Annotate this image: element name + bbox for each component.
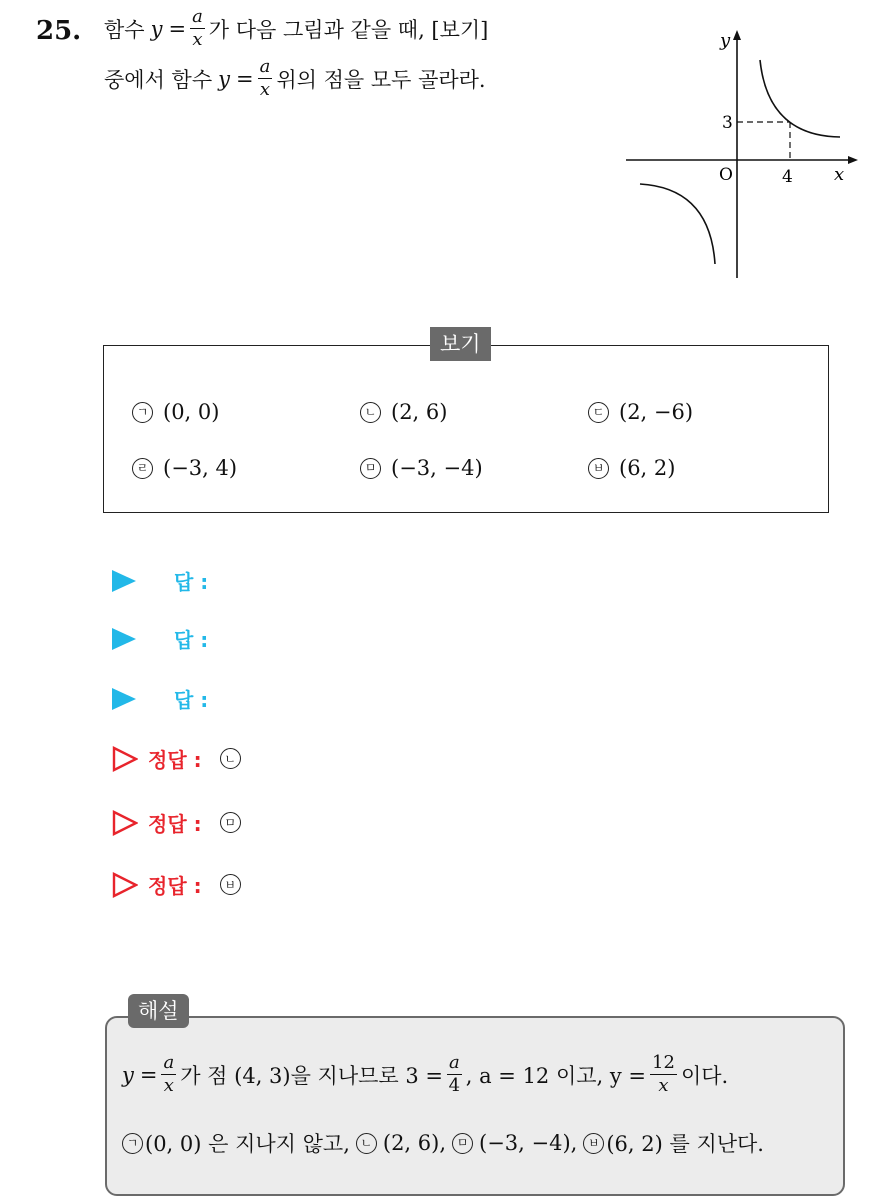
correct-triangle-icon [112,746,138,772]
choice-2-mark: ㄴ [360,402,381,423]
choice-3 [588,400,693,424]
answer-label: 답 : [174,688,209,712]
e2-text-3: (−3, −4), [479,1131,578,1155]
q1-pre: 함수 [104,17,145,42]
origin-label: O [719,165,733,185]
answer-label: 답 : [174,570,209,594]
q1-post: 가 다음 그림과 같을 때, [보기] [208,17,489,42]
e1-den-1: x [163,1075,174,1096]
correct-row-2 [112,808,241,837]
y-axis-arrow [733,30,741,40]
correct-row-1 [112,744,241,773]
choice-5 [360,456,483,480]
question-number: 25. [36,16,82,46]
q2-pre: 중에서 함수 [104,67,213,92]
choice-2 [360,400,447,424]
question-line-2 [104,58,486,99]
choice-6-point: (6, 2) [619,456,676,480]
x-axis-arrow [848,156,858,164]
correct-row-3 [112,870,241,899]
correct-triangle-icon [112,810,138,836]
e1-text-1: 가 점 (4, 3)을 지나므로 3 = [180,1063,444,1088]
choice-2-point: (2, 6) [391,400,448,424]
choice-1-mark: ㄱ [132,402,153,423]
q2-numerator: a [259,56,271,77]
answer-arrow-icon [112,688,136,710]
choice-4-point: (−3, 4) [163,456,238,480]
e2-text-1: (0, 0) 은 지나지 않고, [145,1132,350,1156]
e2-mark-2: ㄴ [356,1133,377,1154]
correct-mark: ㄴ [220,748,241,769]
e1-den-2: 4 [448,1075,461,1096]
choice-6 [588,456,675,480]
q1-fraction [190,8,205,49]
e1-y: y [122,1062,134,1087]
e1-den-3: x [658,1075,669,1096]
correct-value [220,812,241,833]
choice-4 [132,456,237,480]
explanation-line-1 [122,1054,728,1095]
explanation-box [105,1016,845,1196]
q2-eq: = [235,66,254,91]
curve-third-quadrant [640,184,715,264]
e1-fraction-2 [447,1054,462,1095]
y-axis-label: y [720,30,731,51]
q2-post: 위의 점을 모두 골라라. [276,67,486,92]
curve-first-quadrant [760,60,840,137]
bogi-title: 보기 [430,327,491,361]
correct-value [220,874,241,895]
y-mark-label: 3 [722,113,733,133]
e1-text-3: 이다. [680,1063,729,1088]
correct-value [220,748,241,769]
e1-eq: = [139,1062,158,1087]
choice-3-mark: ㄷ [588,402,609,423]
e2-text-2: (2, 6), [382,1131,447,1155]
explanation-title: 해설 [128,994,189,1028]
answer-row-3 [112,684,208,713]
q2-denominator: x [259,79,271,100]
correct-mark: ㅂ [220,874,241,895]
hyperbola-graph [622,26,862,280]
correct-label: 정답 : [148,812,202,836]
answer-row-1 [112,566,208,595]
question-line-1 [104,8,488,49]
choice-3-point: (2, −6) [619,400,694,424]
q1-numerator: a [192,6,203,27]
q2-y: y [218,66,230,91]
x-axis-label: x [834,164,845,185]
e2-mark-3: ㅁ [452,1133,473,1154]
e2-text-4: (6, 2) 를 지난다. [606,1132,764,1156]
e1-num-3: 12 [652,1052,675,1073]
answer-arrow-icon [112,570,136,592]
answer-label: 답 : [174,628,209,652]
choice-4-mark: ㄹ [132,458,153,479]
explanation-line-2 [122,1128,764,1158]
answer-row-2 [112,624,208,653]
e2-mark-4: ㅂ [583,1133,604,1154]
e1-fraction-3 [650,1054,677,1095]
q1-y: y [150,16,163,41]
q1-eq: = [168,16,187,41]
choice-5-mark: ㅁ [360,458,381,479]
answer-arrow-icon [112,628,136,650]
choice-1-point: (0, 0) [163,400,220,424]
e2-mark-1: ㄱ [122,1133,143,1154]
correct-label: 정답 : [148,874,202,898]
e1-num-1: a [163,1052,175,1073]
bogi-box [103,345,829,513]
x-mark-label: 4 [782,167,793,187]
choice-1 [132,400,219,424]
correct-label: 정답 : [148,748,202,772]
choice-6-mark: ㅂ [588,458,609,479]
e1-fraction-1 [161,1054,176,1095]
q2-fraction [258,58,273,99]
q1-denominator: x [192,29,203,50]
choice-5-point: (−3, −4) [391,456,483,480]
e1-num-2: a [449,1052,460,1073]
e1-text-2: , a = 12 이고, y = [465,1063,647,1088]
correct-triangle-icon [112,872,138,898]
correct-mark: ㅁ [220,812,241,833]
